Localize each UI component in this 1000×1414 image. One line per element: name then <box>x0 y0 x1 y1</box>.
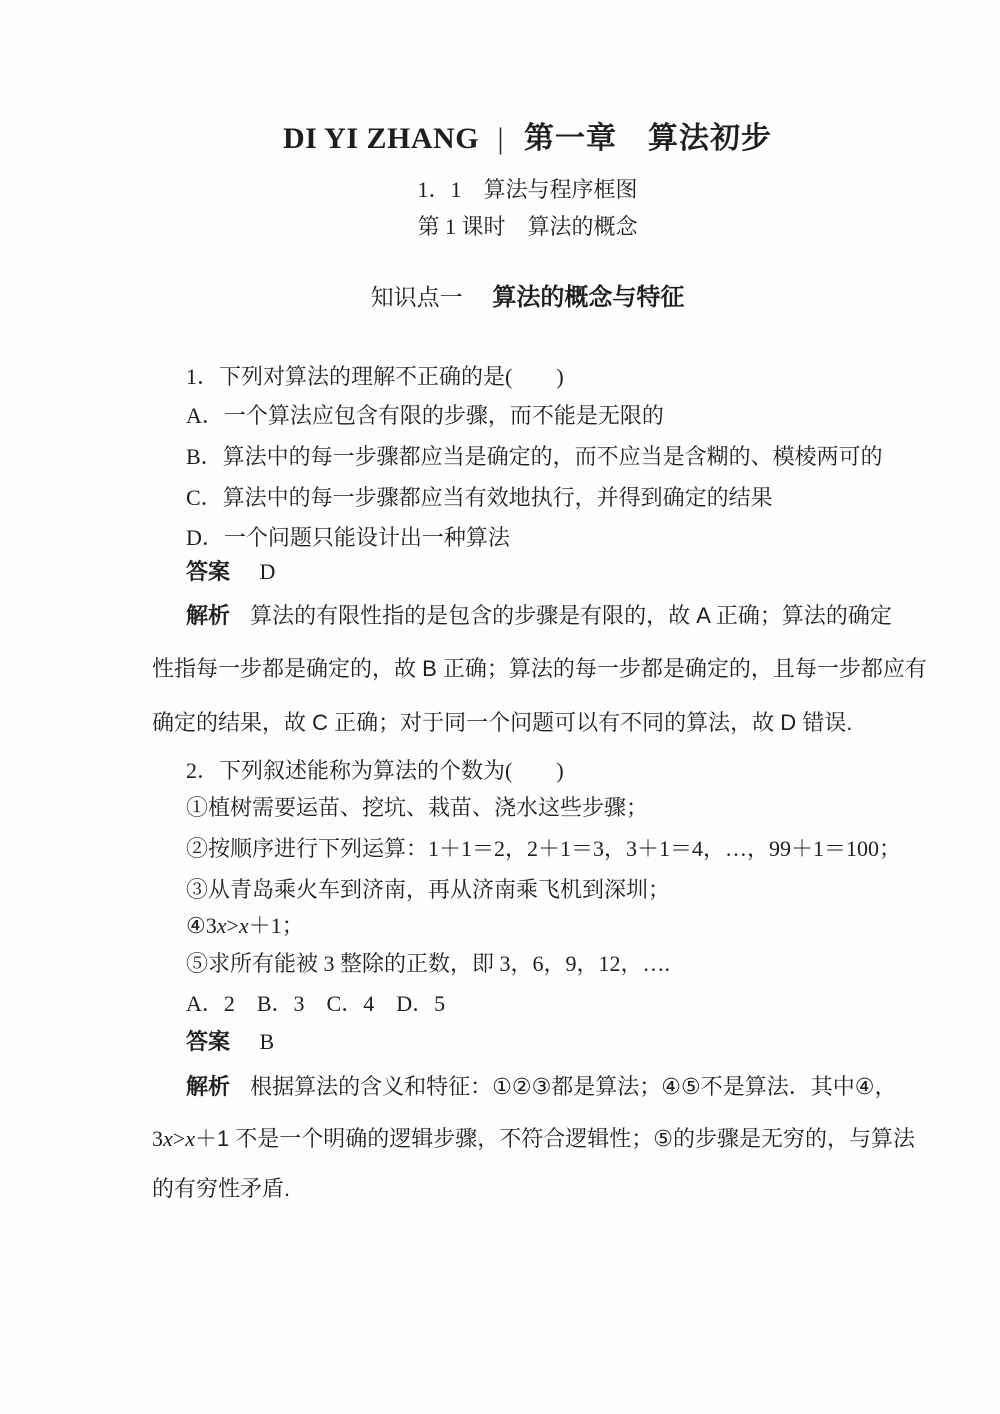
q2-analysis-formula-var1: x <box>163 1126 173 1151</box>
q2-analysis-rest: ＋1 不是一个明确的逻辑步骤，不符合逻辑性；⑤的步骤是无穷的，与算法 <box>194 1126 916 1151</box>
knowledge-point-title: 算法的概念与特征 <box>492 284 685 311</box>
q2-answer-label: 答案 <box>186 1029 231 1054</box>
q1-stem: 1．下列对算法的理解不正确的是( ) <box>186 364 564 389</box>
q2-analysis-formula-num: 3 <box>152 1126 163 1151</box>
q1-answer-value: D <box>259 559 276 584</box>
q2-stem: 2．下列叙述能称为算法的个数为( ) <box>186 758 564 783</box>
q2-analysis-label: 解析 <box>186 1074 231 1099</box>
section-title: 1．1 算法与程序框图 <box>417 177 638 202</box>
q1-option-c: C．算法中的每一步骤都应当有效地执行，并得到确定的结果 <box>186 485 773 510</box>
q2-item-4-var2: x <box>238 913 249 938</box>
q2-analysis-formula-var2: x <box>185 1126 195 1151</box>
q1-analysis-line1 <box>186 602 892 630</box>
q2-item-4-op: > <box>226 913 239 938</box>
q1-analysis-line3: 确定的结果，故 C 正确；对于同一个问题可以有不同的算法，故 D 错误. <box>152 710 853 735</box>
q1-option-a: A．一个算法应包含有限的步骤，而不能是无限的 <box>186 403 664 428</box>
q1-analysis-label: 解析 <box>186 603 231 628</box>
q2-answer-row <box>186 1028 274 1056</box>
q1-answer-label: 答案 <box>186 559 231 584</box>
q2-item-4-suffix: ＋1； <box>248 913 304 938</box>
q2-item-4-prefix: ④3 <box>186 913 217 938</box>
knowledge-point-heading <box>0 283 1000 313</box>
chapter-heading-divider: | <box>497 122 504 155</box>
q2-item-1: ①植树需要运苗、挖坑、栽苗、浇水这些步骤； <box>186 795 649 820</box>
q2-analysis-text: 根据算法的含义和特征：①②③都是算法；④⑤不是算法．其中④， <box>250 1074 897 1099</box>
q2-analysis-line1 <box>186 1073 896 1101</box>
q1-analysis-text: 算法的有限性指的是包含的步骤是有限的，故 A 正确；算法的确定 <box>250 603 892 628</box>
q2-item-5: ⑤求所有能被 3 整除的正数，即 3，6，9，12，…. <box>186 951 671 976</box>
q2-answer-value: B <box>259 1029 275 1054</box>
q2-analysis-line3: 的有穷性矛盾. <box>152 1176 291 1201</box>
chapter-heading-latin: DI YI ZHANG <box>282 122 480 155</box>
lesson-title: 第 1 课时 算法的概念 <box>417 214 638 239</box>
q1-answer-row <box>186 558 275 586</box>
q2-choices: A．2 B．3 C．4 D．5 <box>186 991 446 1016</box>
q2-item-2: ②按顺序进行下列运算：1＋1＝2，2＋1＝3，3＋1＝4，…，99＋1＝100； <box>186 836 902 861</box>
q2-analysis-formula-op: > <box>172 1126 186 1151</box>
q2-item-3: ③从青岛乘火车到济南，再从济南乘飞机到深圳； <box>186 877 671 902</box>
q2-item-4-var1: x <box>216 913 227 938</box>
q2-item-4 <box>186 912 304 940</box>
q1-analysis-line2: 性指每一步都是确定的，故 B 正确；算法的每一步都是确定的，且每一步都应有 <box>152 656 927 681</box>
q1-option-d: D．一个问题只能设计出一种算法 <box>186 525 510 550</box>
chapter-heading <box>0 121 1000 157</box>
q1-option-b: B．算法中的每一步骤都应当是确定的，而不应当是含糊的、模棱两可的 <box>186 444 883 469</box>
knowledge-point-label: 知识点一 <box>370 285 463 310</box>
chapter-heading-chinese: 第一章 算法初步 <box>524 122 773 155</box>
q2-analysis-line2 <box>152 1125 915 1153</box>
